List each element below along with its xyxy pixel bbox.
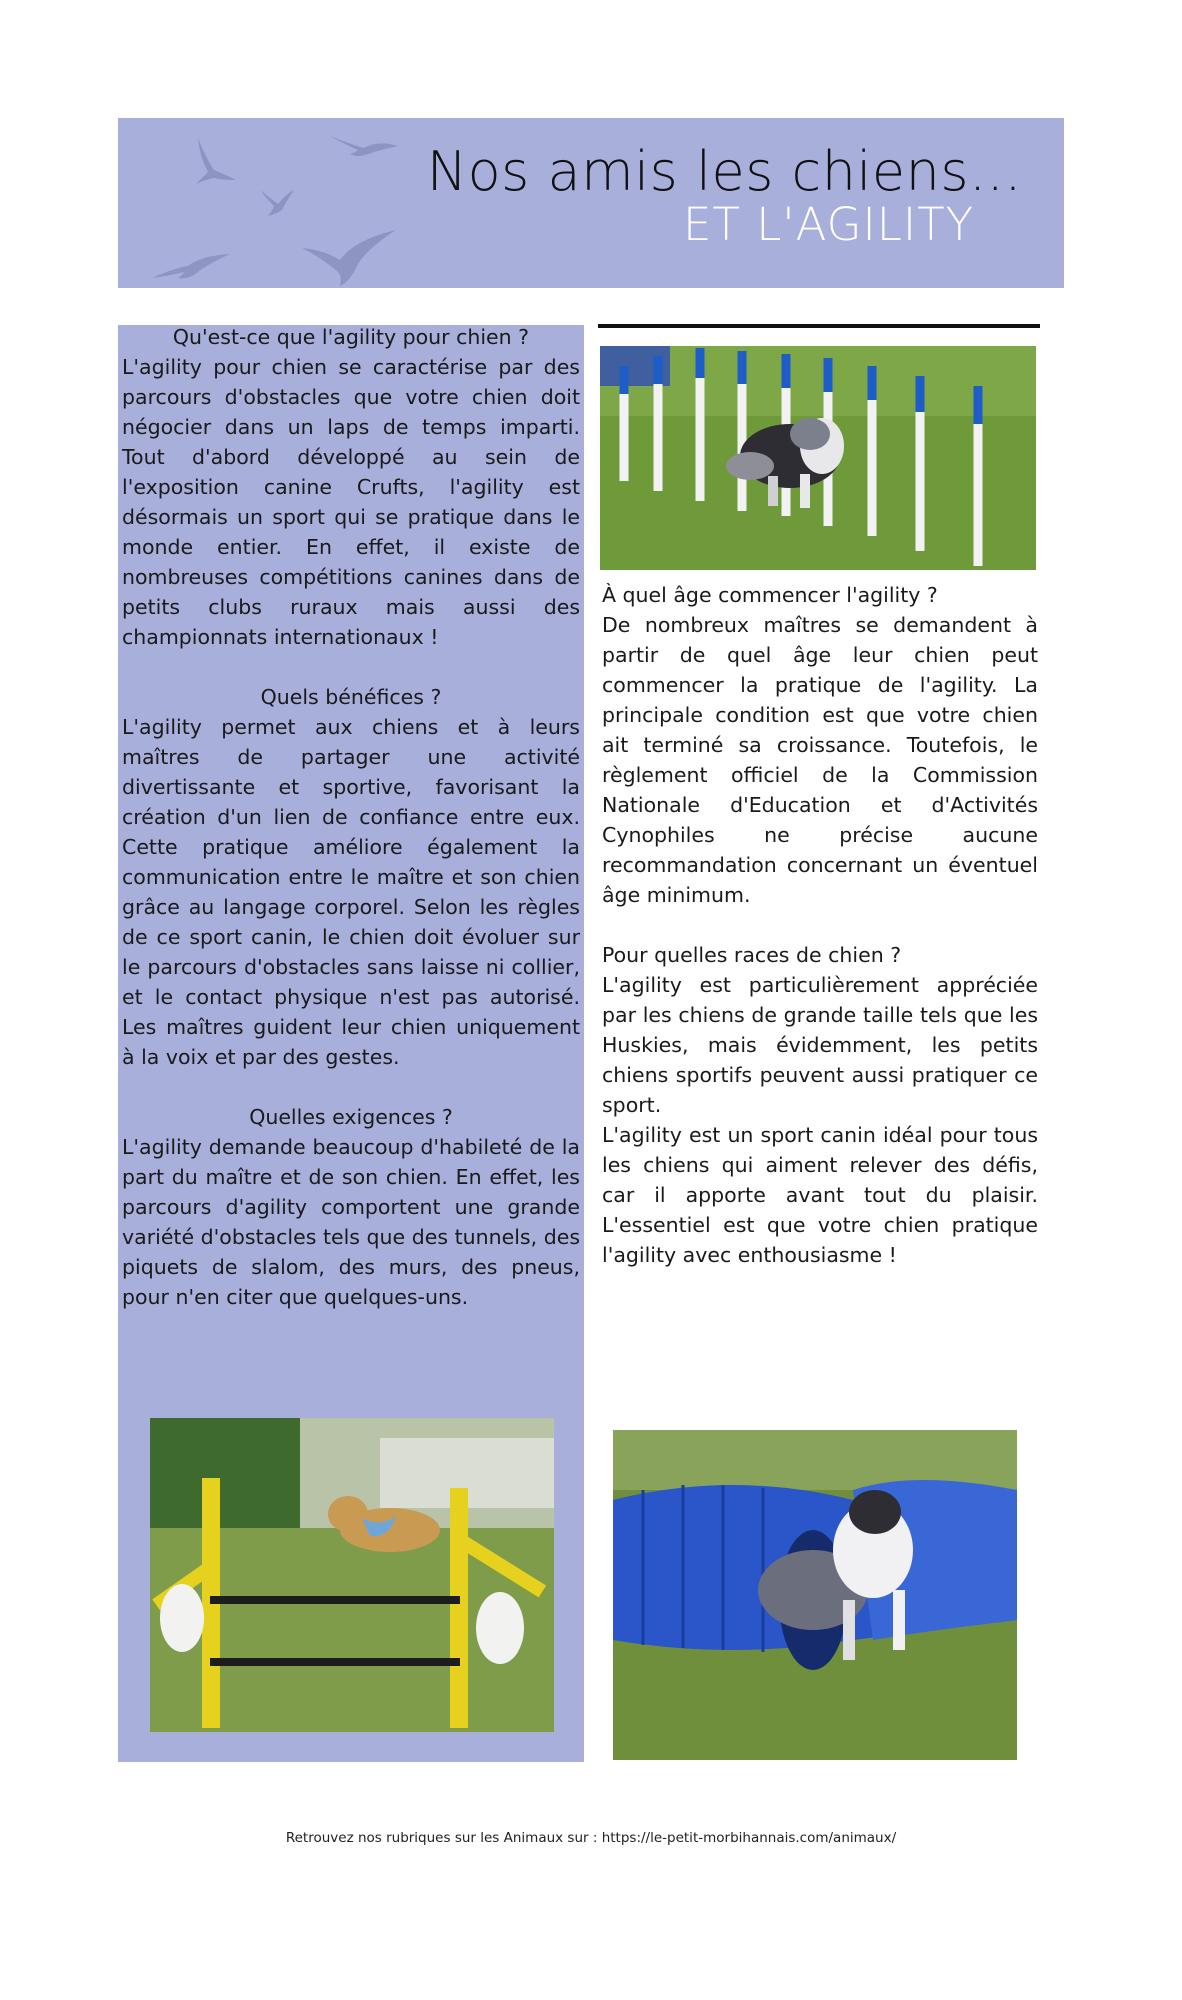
photo-jump-hurdle: [150, 1418, 554, 1732]
bird-icon: [260, 190, 294, 216]
photo-tunnel: [613, 1430, 1017, 1760]
bird-icon: [196, 138, 236, 184]
section-body: L'agility pour chien se caractérise par des parcours d'obstacles que votre chien doit négocier dans un laps de temps imparti. Tout d'abord développé au sein de l'exposition canine Crufts, l'agility est désormais un sport qui se pratique dans le monde entier. En effet, il existe de nombreuses compétitions canines dans de petits clubs ruraux mais aussi des championnats internationaux !: [122, 355, 580, 649]
section-heading: Quels bénéfices ?: [260, 685, 442, 709]
footer-note: Retrouvez nos rubriques sur les Animaux sur : https://le-petit-morbihannais.com/animaux/: [285, 1830, 897, 1846]
section-body: L'agility est un sport canin idéal pour tous les chiens qui aiment relever des défis, car il apporte avant tout du plaisir. L'essentiel est que votre chien pratique l'agility avec enthousiasme !: [602, 1123, 1038, 1267]
header-banner: [118, 118, 1064, 288]
section-heading: Qu'est-ce que l'agility pour chien ?: [172, 325, 530, 349]
page-title: Nos amis les chiens...: [426, 140, 1022, 203]
page-subtitle: ET L'AGILITY: [683, 198, 975, 251]
section-body: L'agility demande beaucoup d'habileté de la part du maître et de son chien. En effet, les parcours d'agility comportent une grande variété d'obstacles tels que des tunnels, des piquets de slalom, des murs, des pneus, pour n'en citer que quelques-uns.: [122, 1135, 580, 1309]
section-body: De nombreux maîtres se demandent à partir de quel âge leur chien peut commencer la pratique de l'agility. La principale condition est que votre chien ait terminé sa croissance. Toutefois, le règlement officiel de la Commission Nationale d'Education et d'Activités Cynophiles ne précise aucune recommandation concernant un éventuel âge minimum.: [602, 613, 1038, 907]
section-heading: À quel âge commencer l'agility ?: [602, 583, 938, 607]
left-column-text: [122, 322, 580, 1312]
section-heading: Quelles exigences ?: [249, 1105, 453, 1129]
section-body: L'agility permet aux chiens et à leurs maîtres de partager une activité divertissante et sportive, favorisant la création d'un lien de confiance entre eux. Cette pratique améliore également la communication entre le maître et son chien grâce au langage corporel. Selon les règles de ce sport canin, le chien doit évoluer sur le parcours d'obstacles sans laisse ni collier, et le contact physique n'est pas autorisé. Les maîtres guident leur chien uniquement à la voix et par des gestes.: [122, 715, 580, 1069]
column-divider: [598, 324, 1040, 328]
bird-icon: [152, 254, 230, 278]
photo-weave-poles: [600, 346, 1036, 570]
right-column-text: [602, 580, 1038, 1270]
bird-icon: [330, 136, 398, 156]
bird-icon: [302, 230, 396, 286]
section-heading: Pour quelles races de chien ?: [602, 943, 902, 967]
section-body: L'agility est particulièrement appréciée par les chiens de grande taille tels que les Huskies, mais évidemment, les petits chiens sportifs peuvent aussi pratiquer ce sport.: [602, 973, 1038, 1117]
